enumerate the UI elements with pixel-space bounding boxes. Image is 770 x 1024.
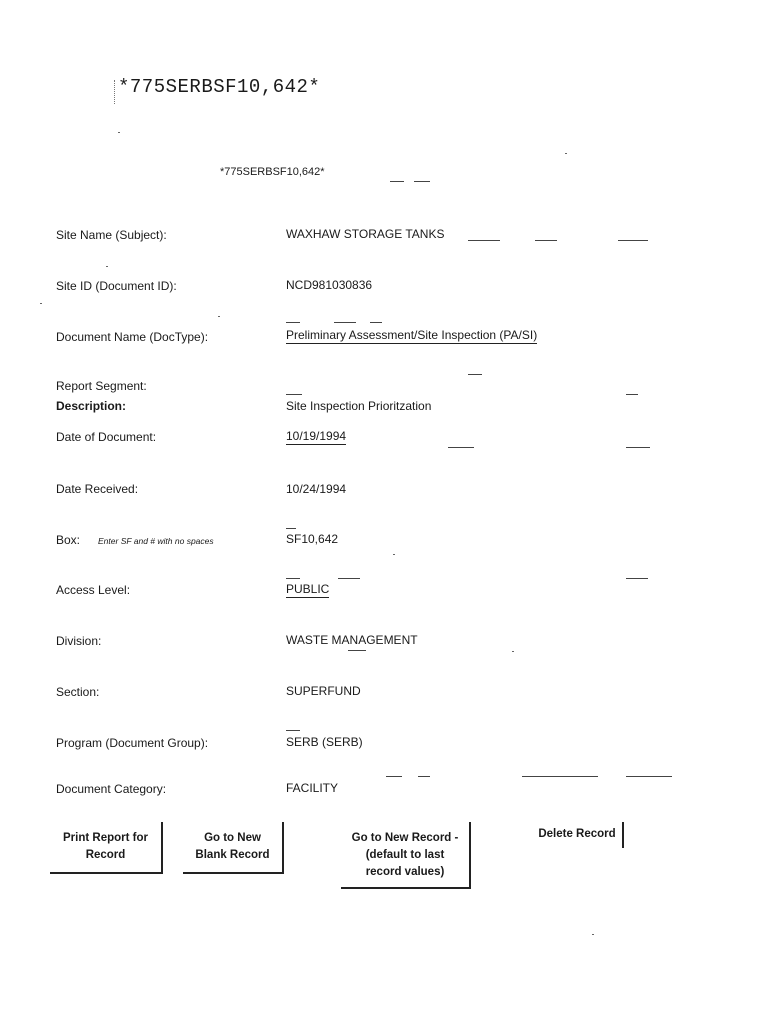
date-received-label: Date Received: <box>56 482 139 496</box>
delete-record-button[interactable]: Delete Record <box>532 822 624 848</box>
access-level-label: Access Level: <box>56 583 131 597</box>
new-record-default-button[interactable]: Go to New Record - (default to last record values) <box>341 822 471 889</box>
document-name-label: Document Name (DocType): <box>56 330 209 344</box>
site-name-label: Site Name (Subject): <box>56 228 167 242</box>
date-of-document-label: Date of Document: <box>56 430 157 444</box>
date-of-document-value: 10/19/1994 <box>286 429 347 443</box>
document-category-value: FACILITY <box>286 781 339 795</box>
box-label-text: Box: <box>56 533 81 547</box>
barcode-text-small: *775SERBSF10,642* <box>220 166 325 178</box>
program-value: SERB (SERB) <box>286 735 363 749</box>
document-category-label: Document Category: <box>56 782 167 796</box>
site-name-value: WAXHAW STORAGE TANKS <box>286 227 445 241</box>
division-value: WASTE MANAGEMENT <box>286 633 418 647</box>
site-id-label: Site ID (Document ID): <box>56 279 177 293</box>
section-value: SUPERFUND <box>286 684 361 698</box>
document-name-value: Preliminary Assessment/Site Inspection (PA/SI) <box>286 328 538 342</box>
date-received-value: 10/24/1994 <box>286 482 347 496</box>
print-report-button[interactable]: Print Report for Record <box>50 822 163 874</box>
access-level-value: PUBLIC <box>286 582 330 596</box>
site-id-value: NCD981030836 <box>286 278 373 292</box>
program-label: Program (Document Group): <box>56 736 209 750</box>
barcode-text-large: *775SERBSF10,642* <box>118 76 321 98</box>
description-label: Description: <box>56 399 127 413</box>
section-label: Section: <box>56 685 100 699</box>
report-segment-label: Report Segment: <box>56 379 147 393</box>
box-hint: Enter SF and # with no spaces <box>98 536 214 546</box>
box-value: SF10,642 <box>286 532 339 546</box>
description-value: Site Inspection Prioritzation <box>286 399 432 413</box>
division-label: Division: <box>56 634 102 648</box>
box-label <box>56 533 214 547</box>
new-blank-record-button[interactable]: Go to New Blank Record <box>183 822 284 874</box>
